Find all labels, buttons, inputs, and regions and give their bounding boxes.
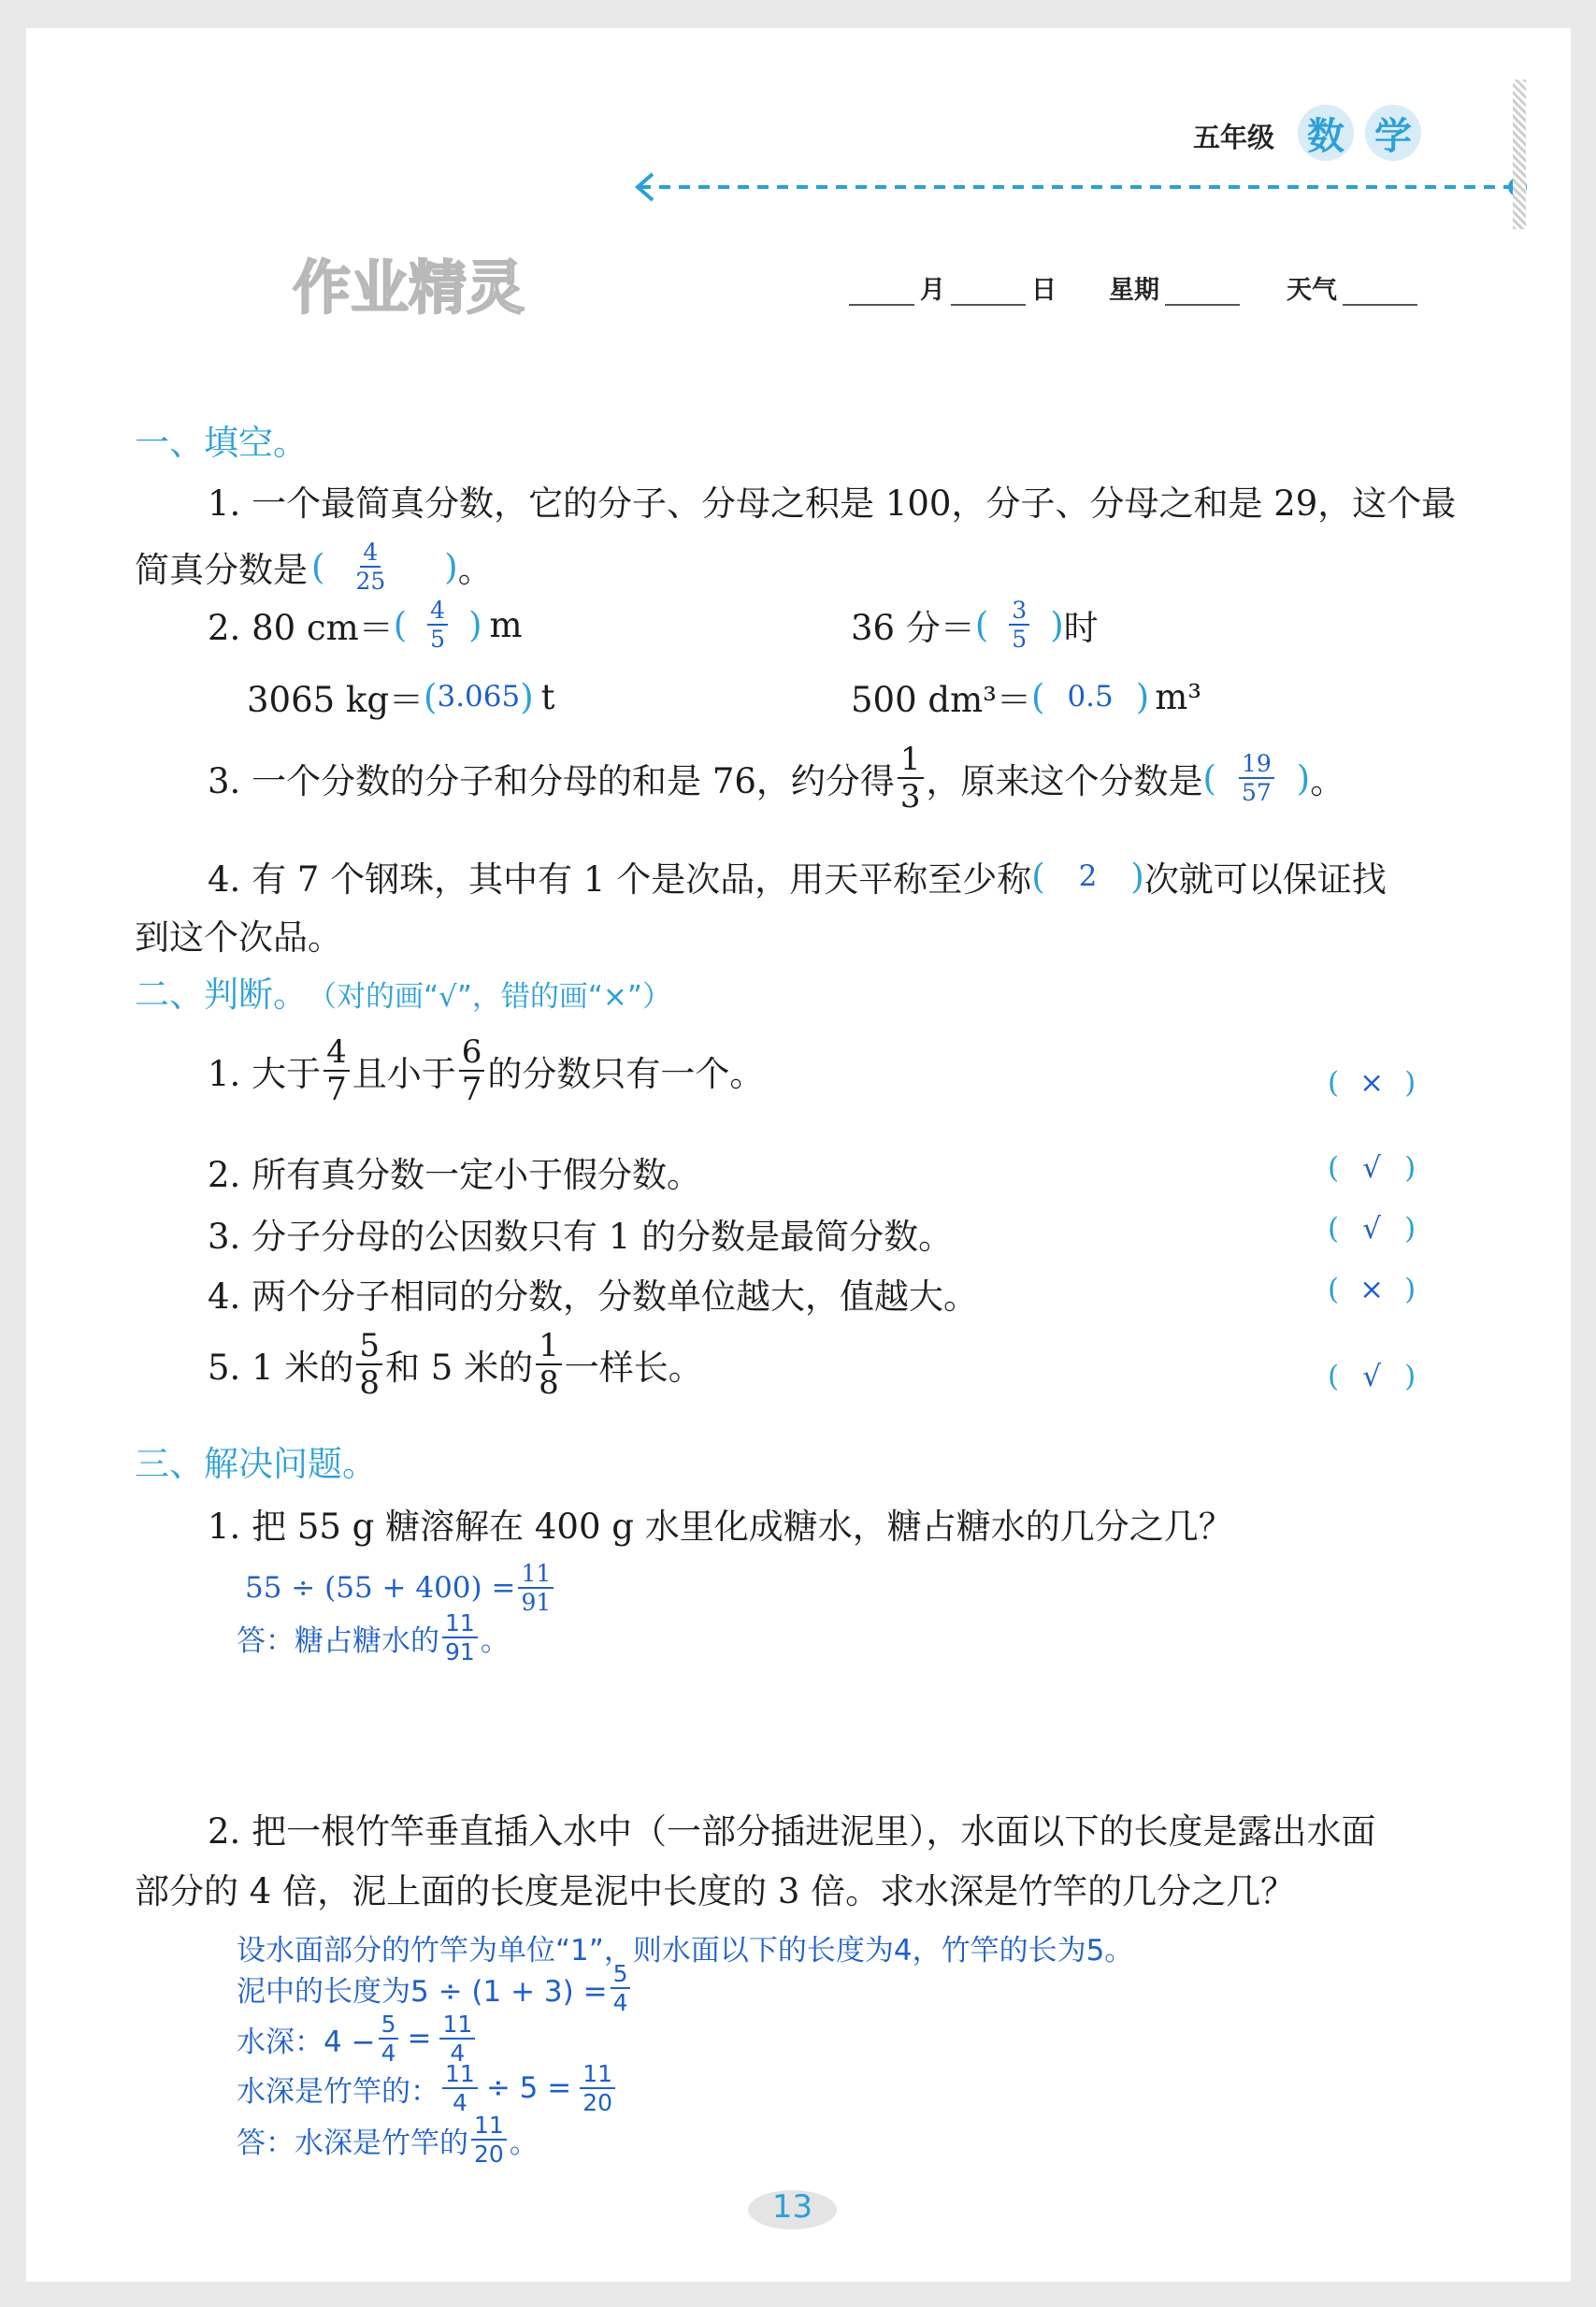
q4-answer: 2 — [1078, 859, 1098, 893]
page-number: 13 — [771, 2188, 813, 2226]
q4-line1: 4. 有 7 个钢珠，其中有 1 个是次品，用天平称至少称 ( 2 ) 次就可以保证找 — [208, 856, 1387, 900]
worksheet-page — [26, 28, 1571, 2282]
judge-answer-5: ( √ ) — [1328, 1360, 1416, 1393]
q2-d: 500 dm³＝ ( 0.5 ) m³ — [851, 676, 1202, 720]
problem-1-solution: 55 ÷ (55 + 400) = $\frac{11}{91}$ — [245, 1562, 556, 1614]
grade-label: 五年级 — [1193, 122, 1275, 153]
q1-line1: 1. 一个最简真分数，它的分子、分母之积是 100，分子、分母之和是 29，这个最 — [208, 483, 1457, 524]
day-label: 日 — [1031, 276, 1057, 305]
judge-item-5: 5. 1 米的 $\frac{5}{8}$ 和 5 米的 $\frac{1}{8}$ 一样长。 — [208, 1327, 703, 1402]
q1-line2: 简真分数是 ( $\frac{4}{25}$ ) 。 — [135, 539, 493, 595]
q2-d-answer: 0.5 — [1067, 680, 1114, 714]
dashed-arrow-divider — [625, 168, 1541, 206]
problem-2-solution-3: 水深：4 − $\frac{5}{4}$ = $\frac{11}{4}$ — [237, 2012, 478, 2065]
q2-a-answer: $\frac{4}{5}$ — [427, 598, 448, 651]
section-2-header — [135, 966, 671, 1017]
problem-2-line1: 2. 把一根竹竿垂直插入水中（一部分插进泥里），水面以下的长度是露出水面 — [208, 1811, 1376, 1852]
subject-char-2: 学 — [1365, 105, 1421, 161]
judge-item-4: 4. 两个分子相同的分数，分数单位越大，值越大。 — [208, 1276, 979, 1317]
judge-answer-2: ( √ ) — [1328, 1151, 1416, 1185]
side-stripe — [1513, 79, 1526, 229]
section-1-title: 一、填空。 — [135, 423, 308, 463]
problem-2-line2: 部分的 4 倍，泥上面的长度是泥中长度的 3 倍。求水深是竹竿的几分之几？ — [135, 1871, 1296, 1911]
judge-item-2: 2. 所有真分数一定小于假分数。 — [208, 1155, 702, 1195]
weekday-label: 星期 — [1109, 276, 1159, 305]
day-blank[interactable] — [951, 304, 1026, 306]
q3-fraction: $\frac{1}{3}$ — [898, 743, 924, 813]
q2-a: 2. 80 cm＝ ( $\frac{4}{5}$ ) m — [208, 597, 523, 653]
subject-badge — [1298, 105, 1421, 161]
section-2-note: （对的画“√”，错的画“×”） — [308, 980, 671, 1014]
q4-line2: 到这个次品。 — [135, 917, 342, 958]
q3-answer: $\frac{19}{57}$ — [1239, 752, 1274, 804]
q1-answer: $\frac{4}{25}$ — [355, 539, 386, 595]
month-label: 月 — [920, 276, 945, 305]
q3: 3. 一个分数的分子和分母的和是 76，约分得 $\frac{1}{3}$ ，原来这个分数是 ( $\frac{19}{57}$ ) 。 — [208, 741, 1345, 815]
watermark-logo: 作业精灵 — [293, 253, 525, 322]
q2-b-answer: $\frac{3}{5}$ — [1009, 598, 1029, 651]
problem-1-answer: 答：糖占糖水的 $\frac{11}{91}$ 。 — [237, 1609, 510, 1665]
problem-1: 1. 把 55 g 糖溶解在 400 g 水里化成糖水，糖占糖水的几分之几？ — [208, 1507, 1233, 1547]
subject-char-1: 数 — [1298, 105, 1354, 161]
judge-item-1: 1. 大于 $\frac{4}{7}$ 且小于 $\frac{6}{7}$ 的分数只有一个。 — [208, 1033, 765, 1108]
problem-2-solution-1: 设水面部分的竹竿为单位“1”，则水面以下的长度为4，竹竿的长为5。 — [237, 1934, 1134, 1968]
section-3-title: 三、解决问题。 — [135, 1444, 377, 1484]
weather-label: 天气 — [1287, 276, 1337, 305]
problem-2-solution-4: 水深是竹竿的： $\frac{11}{4}$ ÷ 5 = $\frac{11}{20}$ — [237, 2062, 618, 2114]
weekday-blank[interactable] — [1165, 304, 1240, 306]
section-2-title: 二、判断。 — [135, 974, 308, 1015]
q2-c: 3065 kg＝ ( 3.065 ) t — [247, 676, 555, 720]
judge-item-3: 3. 分子分母的公因数只有 1 的分数是最简分数。 — [208, 1217, 954, 1257]
problem-2-solution-2: 泥中的长度为5 ÷ (1 + 3) = $\frac{5}{4}$ — [237, 1962, 633, 2014]
judge-answer-4: ( × ) — [1328, 1273, 1416, 1306]
judge-answer-1: ( × ) — [1328, 1066, 1416, 1100]
q2-c-answer: 3.065 — [437, 680, 521, 714]
month-blank[interactable] — [849, 304, 914, 306]
date-fields — [849, 269, 1417, 306]
problem-2-answer: 答：水深是竹竿的 $\frac{11}{20}$ 。 — [237, 2112, 539, 2168]
q2-b: 36 分＝ ( $\frac{3}{5}$ ) 时 — [851, 597, 1099, 653]
q1-text: 简真分数是 — [135, 550, 308, 590]
weather-blank[interactable] — [1343, 304, 1417, 306]
judge-answer-3: ( √ ) — [1328, 1212, 1416, 1246]
